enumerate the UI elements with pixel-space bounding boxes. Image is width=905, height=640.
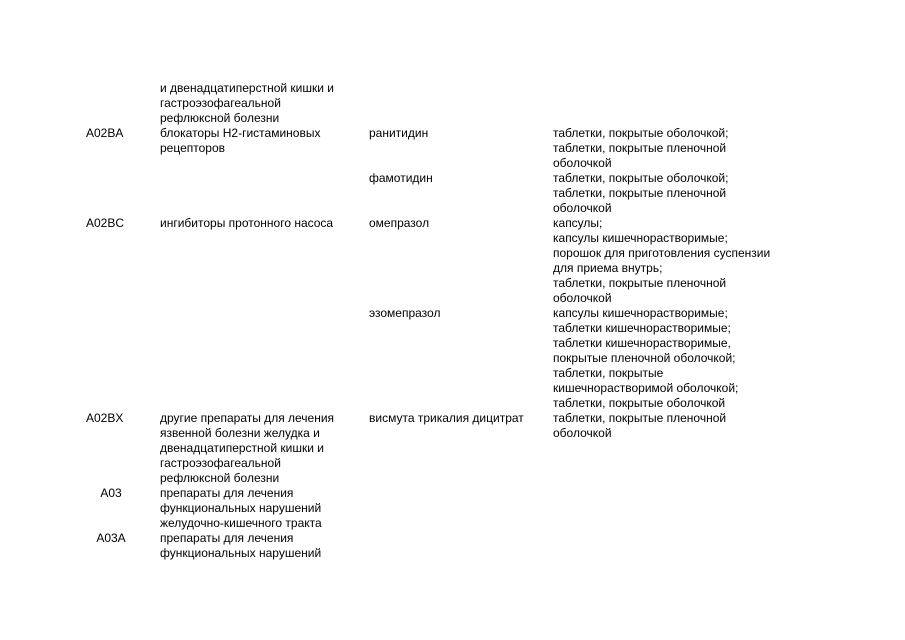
table-row <box>84 411 794 486</box>
dosage-form: капсулы; капсулы кишечнорастворимые; порошок для приготовления суспензии для приема внутрь; таблетки, покрытые пленочной оболочкой <box>553 216 771 305</box>
drug-name: висмута трикалия дицитрат <box>369 411 524 425</box>
drug-name: эзомепразол <box>369 306 441 320</box>
table-row <box>84 81 794 126</box>
table-row <box>84 171 794 216</box>
group-name: блокаторы H2-гистаминовых рецепторов <box>160 126 321 155</box>
table-row <box>84 306 794 411</box>
atc-code <box>84 171 160 216</box>
atc-code: A03A <box>96 531 126 545</box>
drug-name <box>369 81 553 126</box>
group-name <box>160 306 369 411</box>
drug-name <box>369 486 553 531</box>
group-name: и двенадцатиперстной кишки и гастроэзофагеальной рефлюксной болезни <box>160 81 334 125</box>
drug-name: омепразол <box>369 216 430 230</box>
atc-code: A02BA <box>86 126 124 140</box>
atc-code <box>84 306 160 411</box>
dosage-form: таблетки, покрытые оболочкой; таблетки, покрытые пленочной оболочкой <box>553 171 729 215</box>
dosage-form <box>553 486 794 531</box>
drug-name: фамотидин <box>369 171 433 185</box>
table-row <box>84 216 794 306</box>
atc-code: A02BC <box>86 216 125 230</box>
group-name: препараты для лечения функциональных нарушений <box>160 531 322 560</box>
table-row <box>84 486 794 531</box>
drug-name <box>369 531 553 561</box>
drug-classification-table <box>84 81 794 561</box>
dosage-form: капсулы кишечнорастворимые; таблетки кишечнорастворимые; таблетки кишечнорастворимые, покрытые пленочной оболочкой; таблетки, покрытые кишечнорастворимой оболочкой; таблетки, покрытые оболочкой <box>553 306 739 410</box>
group-name <box>160 171 369 216</box>
drug-name: ранитидин <box>369 126 429 140</box>
table-row <box>84 126 794 171</box>
atc-code: A03 <box>100 486 122 500</box>
group-name: другие препараты для лечения язвенной болезни желудка и двенадцатиперстной кишки и гастроэзофагеальной рефлюксной болезни <box>160 411 335 485</box>
atc-code: A02BX <box>86 411 124 425</box>
dosage-form <box>553 81 794 126</box>
table-row <box>84 531 794 561</box>
group-name: препараты для лечения функциональных нарушений желудочно-кишечного тракта <box>160 486 322 530</box>
group-name: ингибиторы протонного насоса <box>160 216 334 230</box>
dosage-form: таблетки, покрытые пленочной оболочкой <box>553 411 727 440</box>
atc-code <box>84 81 160 126</box>
dosage-form: таблетки, покрытые оболочкой; таблетки, покрытые пленочной оболочкой <box>553 126 729 170</box>
dosage-form <box>553 531 794 561</box>
